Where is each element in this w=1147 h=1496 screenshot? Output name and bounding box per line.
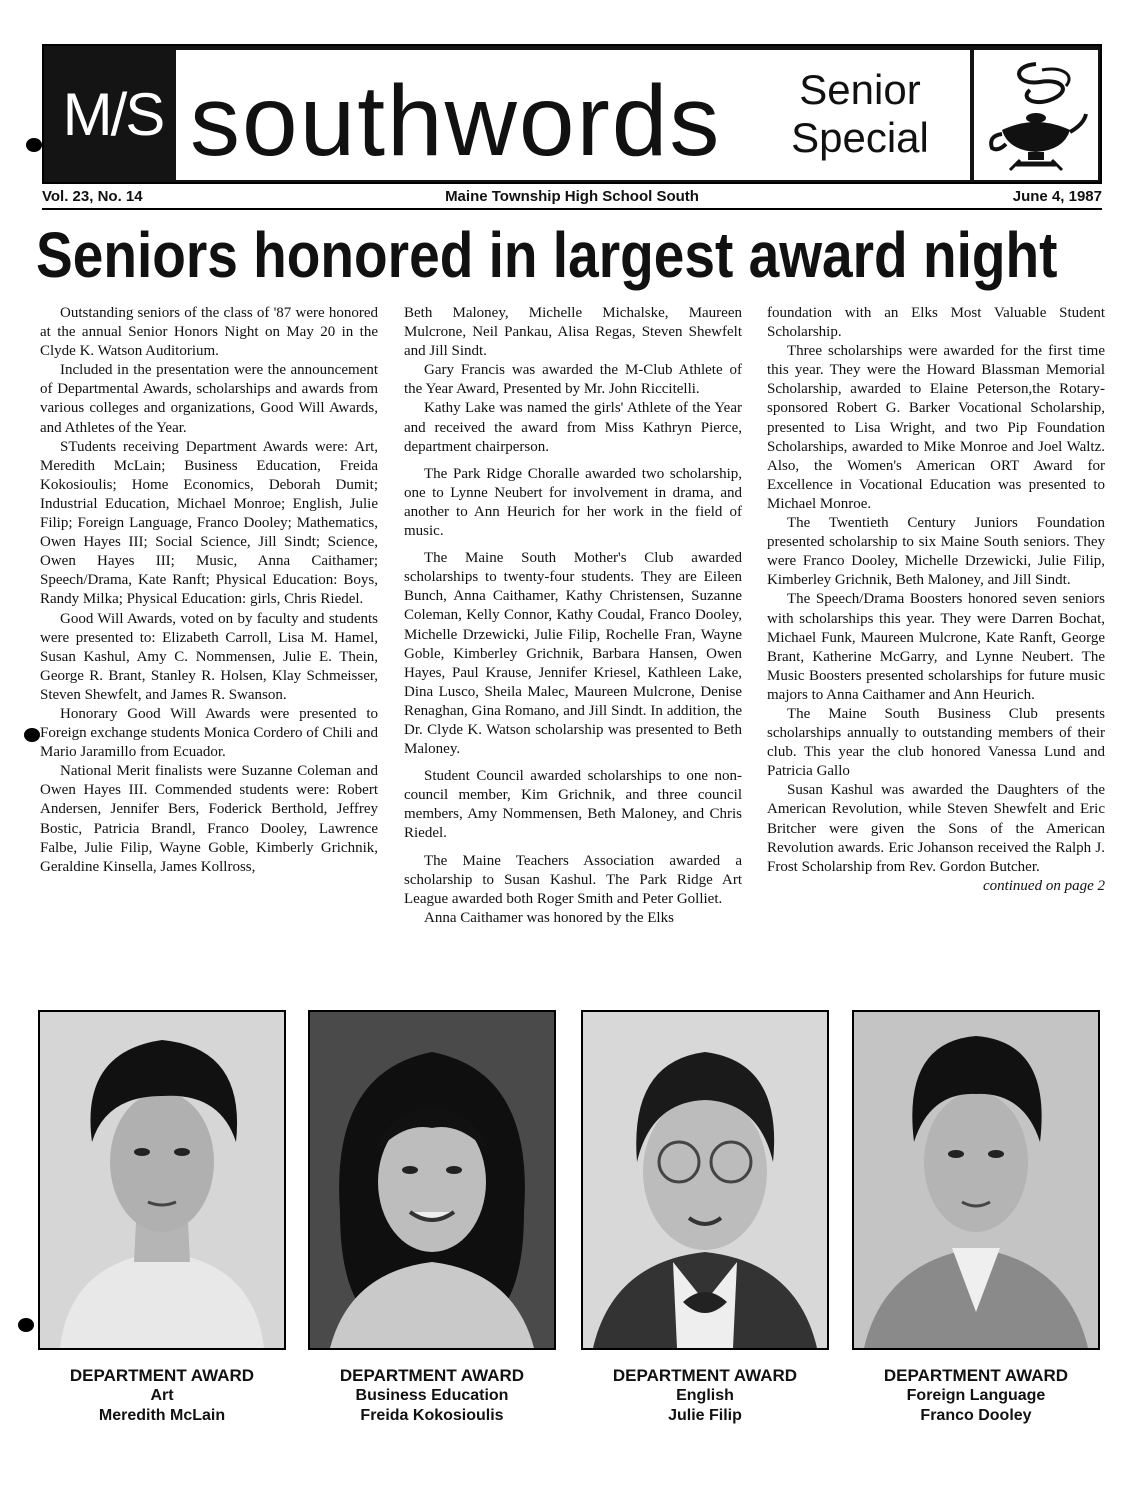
ms-logo: M/S <box>62 81 164 148</box>
article-paragraph: Susan Kashul was awarded the Daughters of the American Revolution, while Steven Shewfelt and Eric Britcher were given the Sons of the American Revolution awards. Eric Johanson received the Ralph J. Frost Scholarship from Rev. Gordon Butcher. <box>767 782 1105 875</box>
article-paragraph: The Park Ridge Choralle awarded two scholarship, one to Lynne Neubert for involvement in drama, and another to Ann Heurich for her work in the field of music. <box>404 465 742 540</box>
article-paragraph: The Maine Teachers Association awarded a scholarship to Susan Kashul. The Park Ridge Art League awarded both Roger Smith and Peter Golliet. <box>404 852 742 907</box>
binder-hole <box>18 1318 34 1332</box>
article-paragraph: Good Will Awards, voted on by faculty and students were presented to: Elizabeth Carroll, Lisa M. Hamel, Susan Kashul, Amy C. Nommensen, Julie E. Thein, George R. Brant, Stanley R. Holsen, Klay Schmeisser, Steven Shewfelt, and James R. Swanson. <box>40 610 378 703</box>
article-paragraph: Beth Maloney, Michelle Michalske, Maureen Mulcrone, Neil Pankau, Alisa Regas, Steven Shewfelt and Jill Sindt. <box>404 305 742 360</box>
article-paragraph: The Maine South Business Club presents scholarships annually to outstanding members of their club. This year the club honored Vanessa Lund and Patricia Gallo <box>767 705 1105 780</box>
headline: Seniors honored in largest award night <box>36 219 1058 291</box>
continued-notice: continued on page 2 <box>982 877 1105 894</box>
volume-number: Vol. 23, No. 14 <box>42 188 143 205</box>
special-label: Special <box>791 114 929 161</box>
article-column-3 <box>767 304 1105 896</box>
title-box <box>176 50 970 180</box>
article-paragraph: STudents receiving Department Awards were: Art, Meredith McLain; Business Education, Freida Kokosioulis; Home Economics, Deborah Dumit; Industrial Education, Michael Monroe; English, Julie Filip; Foreign Language, Franco Dooley; Mathematics, Owen Hayes III; Social Science, Jill Sindt; Science, Owen Hayes III; Music, Anna Caithamer; Speech/Drama, Kate Ranft; Physical Education: Boys, Randy Milka; Physical Education: girls, Chris Riedel. <box>40 438 378 608</box>
binder-hole <box>24 728 40 742</box>
article-paragraph: Anna Caithamer was honored by the Elks <box>424 909 674 926</box>
issue-date: June 4, 1987 <box>1012 188 1102 205</box>
photo-caption <box>852 1366 1100 1426</box>
caption-heading: DEPARTMENT AWARD <box>339 1366 525 1385</box>
article-column-2 <box>404 304 742 928</box>
caption-subject: English <box>676 1387 734 1404</box>
senior-label: Senior <box>799 66 921 113</box>
photo-caption <box>308 1366 556 1426</box>
article-paragraph: Kathy Lake was named the girls' Athlete of the Year and received the award from Miss Kathryn Pierce, department chairperson. <box>404 400 742 455</box>
school-name: Maine Township High School South <box>445 188 699 205</box>
article-paragraph: Honorary Good Will Awards were presented to Foreign exchange students Monica Cordero of Chili and Mario Jaramillo from Ecuador. <box>40 705 378 761</box>
photo-caption <box>38 1366 286 1426</box>
article-paragraph: Three scholarships were awarded for the first time this year. They were the Howard Blassman Memorial Scholarship, awarded to Elaine Peterson,the Rotary-sponsored Robert G. Barker Vocational Scholarship, presented to Lisa Wright, and two Pip Foundation Scholarships, awarded to Mike Monroe and Joel Waltz. Also, the Women's American ORT Award for Excellence in Vocational Education was presented to Michael Monroe. <box>767 343 1105 512</box>
info-bar <box>42 186 1102 210</box>
caption-subject: Art <box>150 1387 174 1404</box>
newspaper-title: southwords <box>190 65 722 177</box>
portrait-photo-foreign-language <box>852 1010 1100 1350</box>
article-paragraph: foundation with an Elks Most Valuable Student Scholarship. <box>767 305 1105 341</box>
portrait-photo-art <box>38 1010 286 1350</box>
caption-subject: Foreign Language <box>906 1387 1046 1404</box>
caption-name: Freida Kokosioulis <box>360 1407 504 1424</box>
caption-subject: Business Education <box>355 1387 509 1404</box>
article-paragraph: Student Council awarded scholarships to one non-council member, Kim Grichnik, and three council members, Amy Nommensen, Beth Maloney, and Chris Riedel. <box>404 768 742 842</box>
caption-heading: DEPARTMENT AWARD <box>612 1366 798 1385</box>
photo-caption <box>581 1366 829 1426</box>
article-paragraph: National Merit finalists were Suzanne Coleman and Owen Hayes III. Commended students were: Robert Andersen, Jennifer Bers, Foderick Berthold, Jeffrey Bostic, Patricia Brandl, Franco Dooley, Lawrence Falbe, Julie Filip, Wayne Goble, Kimberly Grichnik, Geraldine Kinsella, James Kollross, <box>40 763 378 875</box>
portrait-photo-english <box>581 1010 829 1350</box>
article-paragraph: Included in the presentation were the announcement of Departmental Awards, scholarships and awards from various colleges and organizations, Good Will Awards, and Athletes of the Year. <box>40 362 378 436</box>
caption-name: Meredith McLain <box>98 1407 226 1424</box>
article-paragraph: The Speech/Drama Boosters honored seven seniors with scholarships this year. They were Darren Bochat, Michael Funk, Maureen Mulcrone, Kate Ranft, George Brant, Katherine McGarry, and Lynne Neubert. The Music Boosters presented scholarships for future music majors to Anna Caithamer and Ann Heurich. <box>767 591 1105 703</box>
emblem-box <box>974 50 1098 180</box>
portrait-photo-business-education <box>308 1010 556 1350</box>
caption-name: Julie Filip <box>668 1407 742 1424</box>
article-paragraph: Outstanding seniors of the class of '87 were honored at the annual Senior Honors Night on May 20 in the Clyde K. Watson Auditorium. <box>40 305 378 360</box>
genie-lamp-icon <box>980 56 1092 174</box>
article-paragraph: The Twentieth Century Juniors Foundation presented scholarship to six Maine South seniors. They were Franco Dooley, Michelle Drzewicki, Julie Filip, Kimberley Grichnik, Beth Maloney, and Jill Sindt. <box>767 515 1105 589</box>
caption-heading: DEPARTMENT AWARD <box>69 1366 255 1385</box>
article-paragraph: Gary Francis was awarded the M-Club Athlete of the Year Award, Presented by Mr. John Riccitelli. <box>404 362 742 398</box>
caption-heading: DEPARTMENT AWARD <box>883 1366 1069 1385</box>
senior-special-label <box>760 66 960 162</box>
binder-hole <box>26 138 42 152</box>
caption-name: Franco Dooley <box>920 1407 1032 1424</box>
masthead <box>42 44 1102 184</box>
article-paragraph: The Maine South Mother's Club awarded scholarships to twenty-four students. They are Eileen Bunch, Anna Caithamer, Kathy Christensen, Suzanne Coleman, Kelly Connor, Kathy Coudal, Franco Dooley, Michelle Drzewicki, Julie Filip, Rochelle Fran, Wayne Goble, Kimberley Grichnik, Barbara Hansen, Owen Hayes, Paul Krause, Jennifer Kriesel, Kathleen Lake, Dina Lusco, Sheila Malec, Maureen Mulcrone, Denise Renaghan, Gina Romano, and Jill Sindt. In addition, the Dr. Clyde K. Watson scholarship was presented to Beth Maloney. <box>404 550 742 758</box>
article-column-1 <box>40 304 378 877</box>
